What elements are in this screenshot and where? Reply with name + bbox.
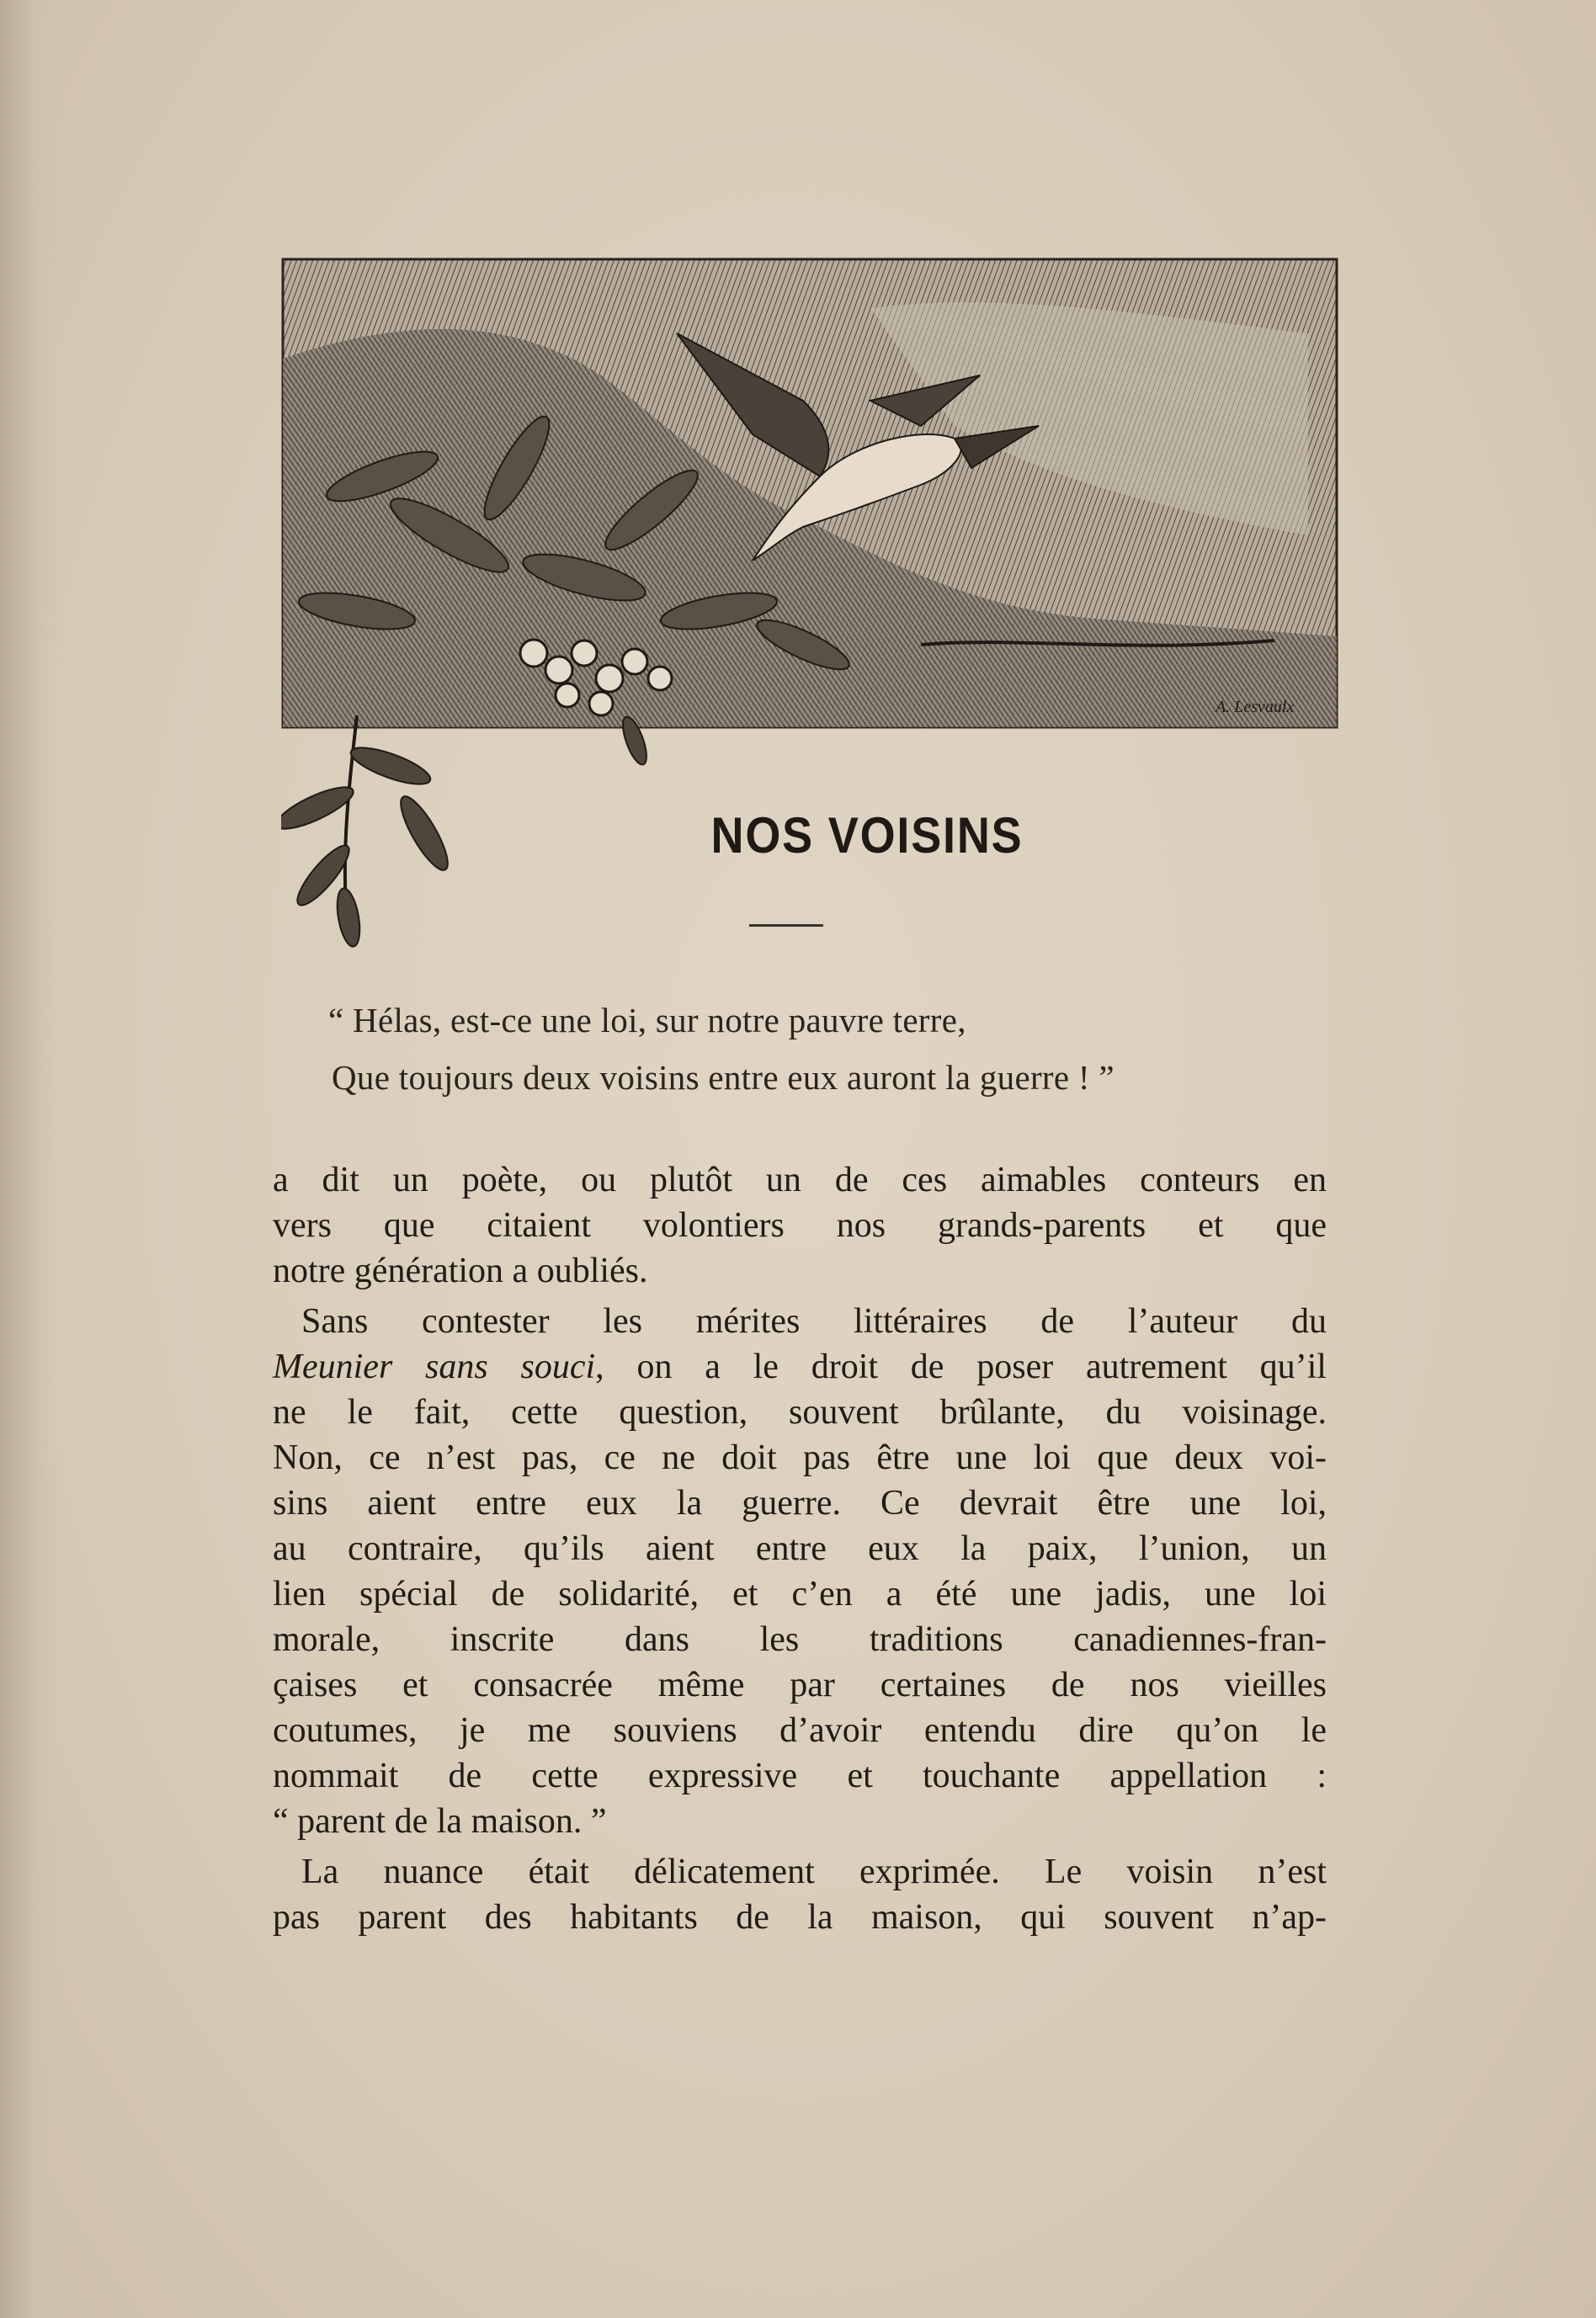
paragraph-2-line-1: Sans contester les mérites littéraires de l’auteur du (301, 1302, 1327, 1341)
paragraph-2-line-6: au contraire, qu’ils aient entre eux la paix, l’union, un (273, 1529, 1327, 1568)
epigraph-line-1: “ Hélas, est-ce une loi, sur notre pauvre terre, (328, 1001, 966, 1039)
engraving-signature: A. Lesvaulx (1216, 698, 1295, 716)
paragraph-2-line-12: “ parent de la maison. ” (273, 1802, 607, 1841)
paragraph-2-line-7: lien spécial de solidarité, et c’en a été une jadis, une loi (273, 1575, 1327, 1614)
paragraph-2-line-5: sins aient entre eux la guerre. Ce devrait être une loi, (273, 1484, 1327, 1523)
paragraph-1-line-2: vers que citaient volontiers nos grands-parents et que (273, 1206, 1327, 1245)
epigraph-line-2: Que toujours deux voisins entre eux auront la guerre ! ” (332, 1058, 1115, 1097)
engraving-illustration-bird (281, 258, 1338, 729)
paragraph-3-line-1: La nuance était délicatement exprimée. Le voisin n’est (301, 1853, 1327, 1891)
paragraph-2-line-9: çaises et consacrée même par certaines de nos vieilles (273, 1666, 1327, 1704)
paragraph-2-line-2: Meunier sans souci, on a le droit de poser autrement qu’il (273, 1348, 1327, 1386)
paragraph-1-line-1: a dit un poète, ou plutôt un de ces aimables conteurs en (273, 1161, 1327, 1199)
page-gutter-shadow (0, 0, 59, 2318)
paragraph-2-line-4: Non, ce n’est pas, ce ne doit pas être une loi que deux voi- (273, 1438, 1327, 1477)
title-rule-divider (749, 924, 823, 927)
paragraph-2-line-10: coutumes, je me souviens d’avoir entendu dire qu’on le (273, 1711, 1327, 1750)
italic-book-title: Meunier sans souci (273, 1348, 596, 1386)
chapter-title: NOS VOISINS (710, 807, 1024, 864)
paragraph-1-line-3: notre génération a oubliés. (273, 1252, 648, 1290)
paragraph-2-line-11: nommait de cette expressive et touchante appellation : (273, 1757, 1327, 1795)
paragraph-2-line-3: ne le fait, cette question, souvent brûlante, du voisinage. (273, 1393, 1327, 1432)
paragraph-3-line-2: pas parent des habitants de la maison, qui souvent n’ap- (273, 1898, 1327, 1937)
paragraph-2-line-8: morale, inscrite dans les traditions canadiennes-fran- (273, 1620, 1327, 1659)
